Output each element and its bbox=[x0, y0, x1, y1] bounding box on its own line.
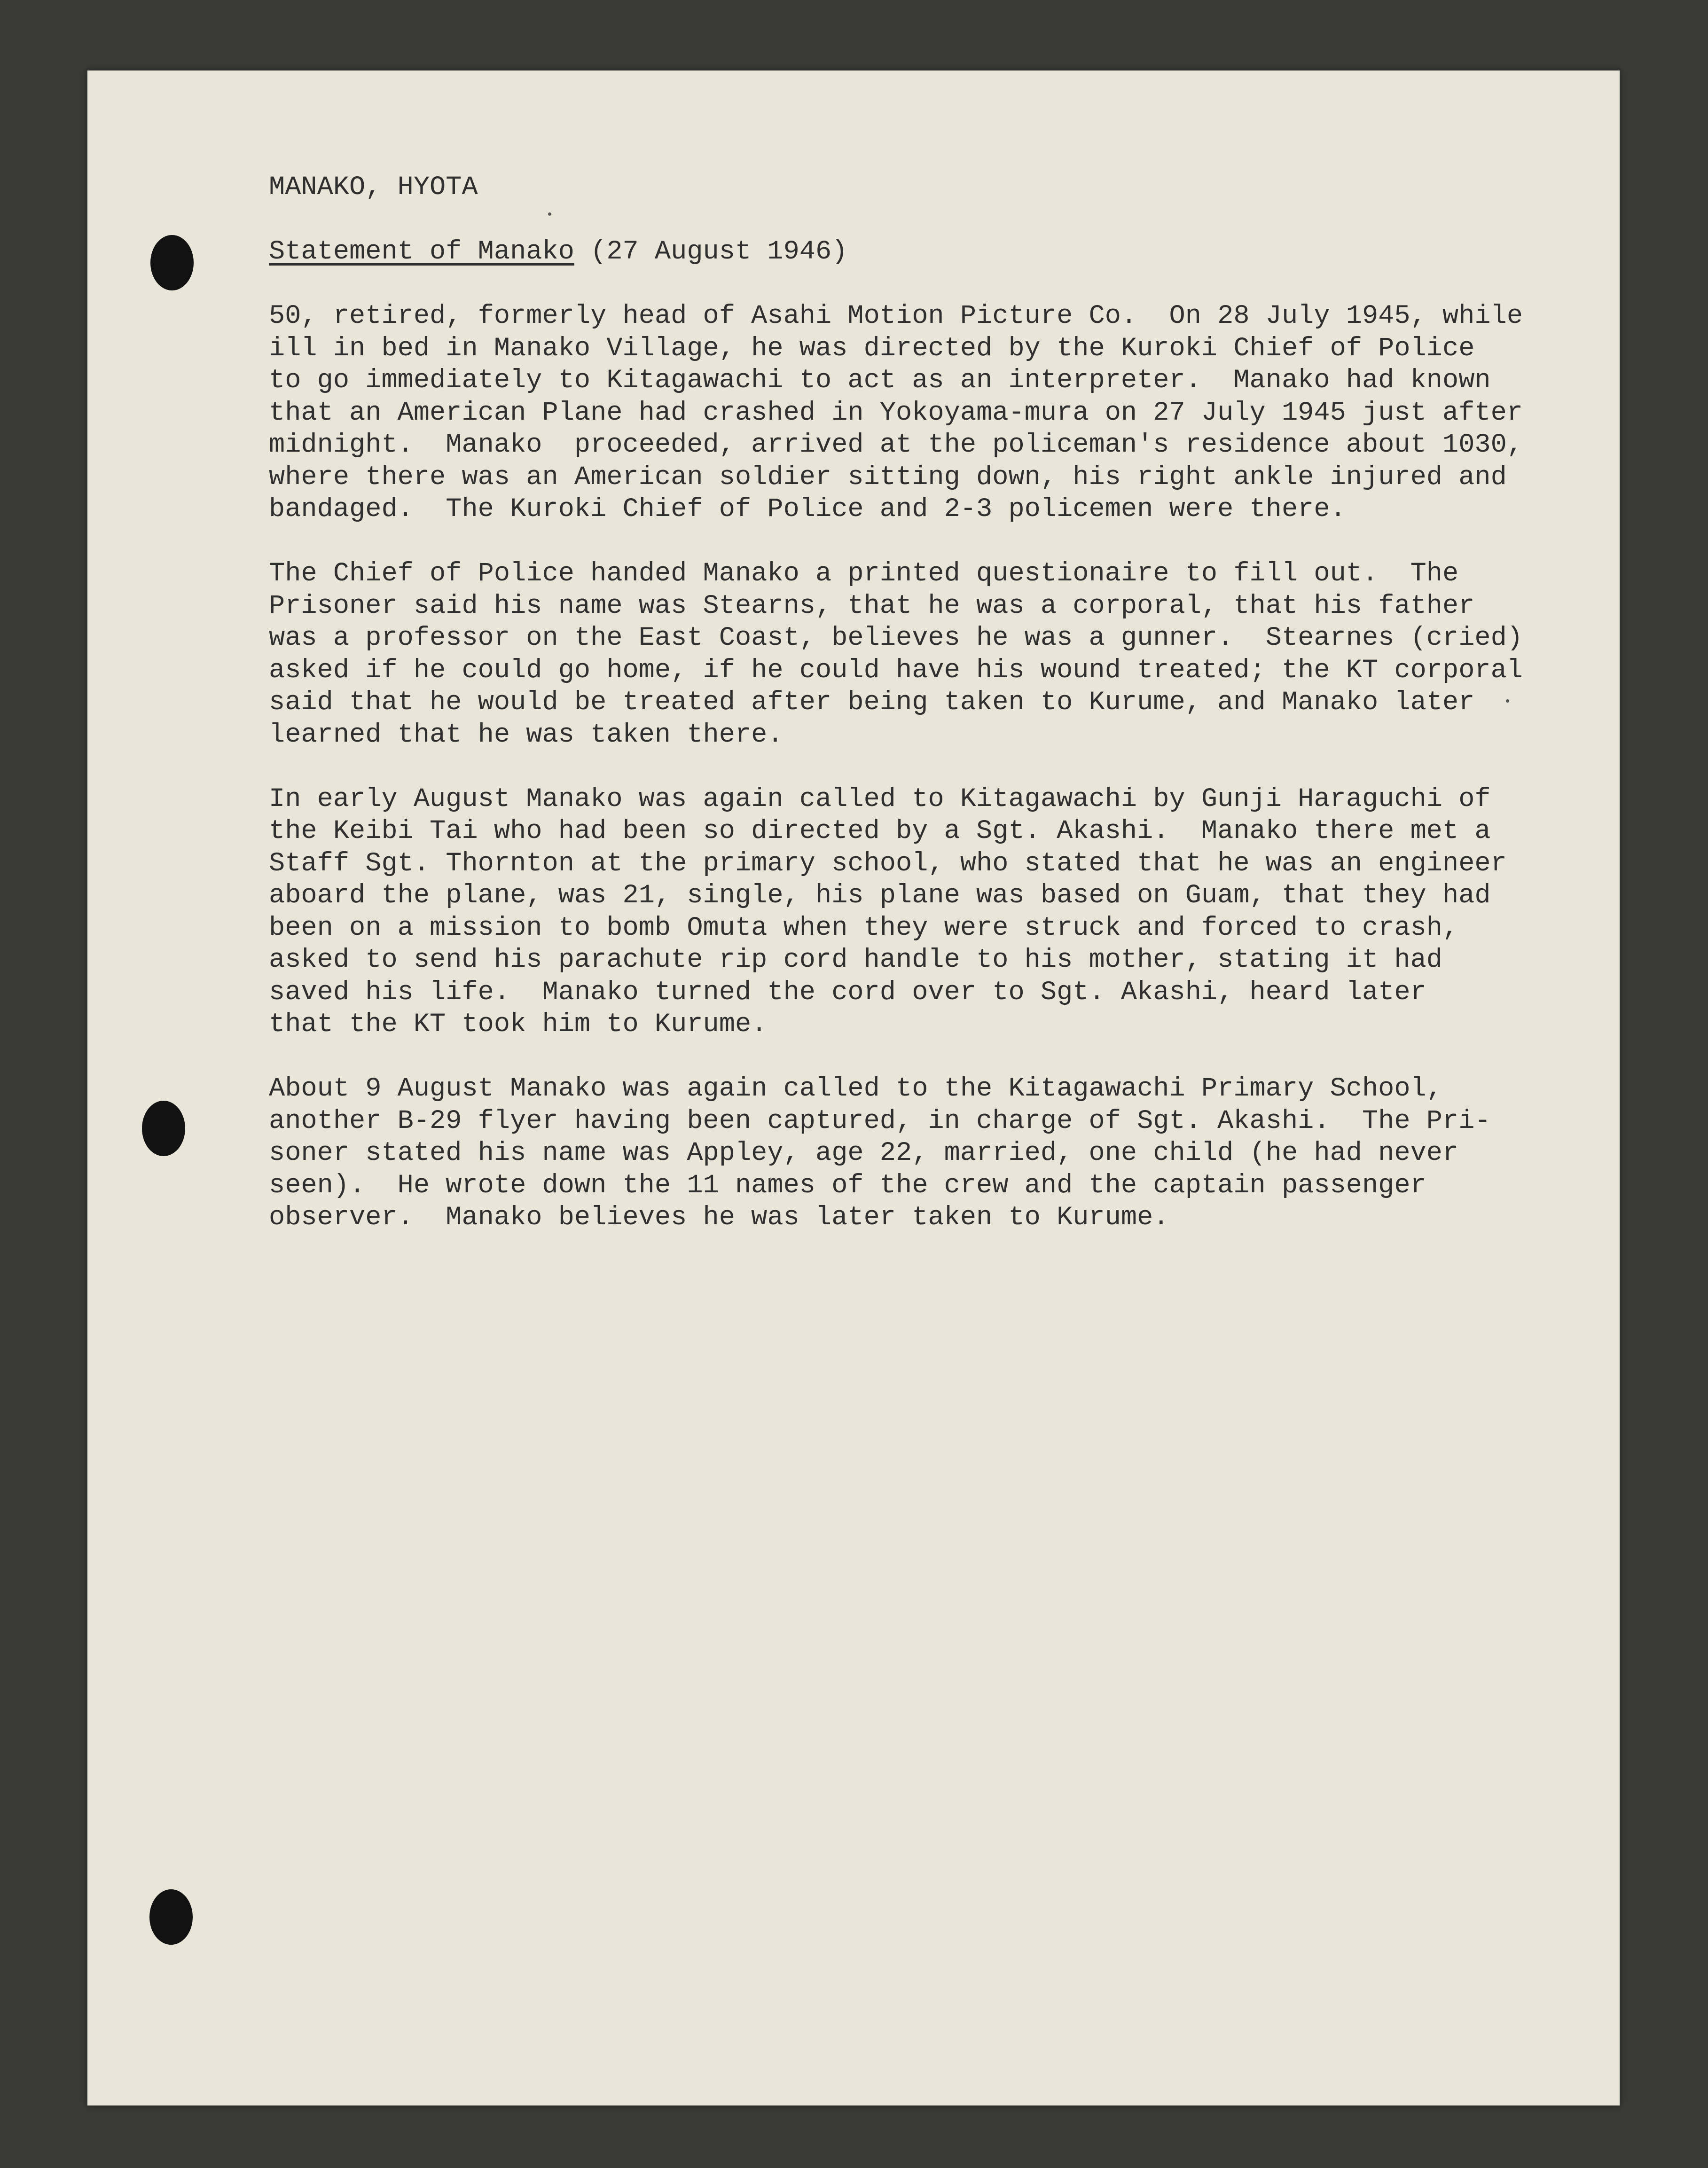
text-line: saved his life. Manako turned the cord over to Sgt. Akashi, heard later bbox=[269, 977, 1426, 1008]
text-line: that an American Plane had crashed in Yokoyama-mura on 27 July 1945 just after bbox=[269, 398, 1523, 428]
text-line: where there was an American soldier sitting down, his right ankle injured and bbox=[269, 462, 1507, 493]
text-line: midnight. Manako proceeded, arrived at the policeman's residence about 1030, bbox=[269, 430, 1523, 460]
text-line: asked to send his parachute rip cord handle to his mother, stating it had bbox=[269, 945, 1443, 975]
paragraph-3 bbox=[269, 783, 1613, 1041]
text-line: learned that he was taken there. bbox=[269, 720, 783, 750]
statement-date: (27 August 1946) bbox=[574, 237, 848, 267]
text-line: In early August Manako was again called to Kitagawachi by Gunji Haraguchi of bbox=[269, 784, 1491, 814]
paragraph-4 bbox=[269, 1073, 1613, 1234]
text-line: observer. Manako believes he was later taken to Kurume. bbox=[269, 1203, 1169, 1233]
text-line: Prisoner said his name was Stearns, that he was a corporal, that his father bbox=[269, 591, 1475, 621]
text-line: been on a mission to bomb Omuta when they were struck and forced to crash, bbox=[269, 913, 1459, 943]
text-line: soner stated his name was Appley, age 22, married, one child (he had never bbox=[269, 1138, 1459, 1168]
text-line: 50, retired, formerly head of Asahi Motion Picture Co. On 28 July 1945, while bbox=[269, 301, 1523, 331]
statement-title bbox=[269, 236, 1613, 268]
punch-hole bbox=[142, 1101, 185, 1156]
text-line: another B-29 flyer having been captured, in charge of Sgt. Akashi. The Pri- bbox=[269, 1106, 1491, 1136]
text-line: aboard the plane, was 21, single, his plane was based on Guam, that they had bbox=[269, 881, 1491, 911]
punch-hole bbox=[149, 1889, 193, 1945]
text-line: bandaged. The Kuroki Chief of Police and 2-3 policemen were there. bbox=[269, 494, 1346, 524]
paragraph-1 bbox=[269, 300, 1613, 526]
paragraph-2 bbox=[269, 558, 1613, 751]
text-line: Staff Sgt. Thornton at the primary school, who stated that he was an engineer bbox=[269, 848, 1507, 879]
statement-heading: Statement of Manako bbox=[269, 237, 574, 267]
text-line: asked if he could go home, if he could have his wound treated; the KT corporal bbox=[269, 655, 1523, 686]
text-line: seen). He wrote down the 11 names of the crew and the captain passenger bbox=[269, 1170, 1426, 1201]
text-line: that the KT took him to Kurume. bbox=[269, 1010, 768, 1040]
text-line: ill in bed in Manako Village, he was directed by the Kuroki Chief of Police bbox=[269, 333, 1475, 364]
punch-hole bbox=[150, 235, 194, 290]
text-line: was a professor on the East Coast, believes he was a gunner. Stearnes (cried) bbox=[269, 623, 1523, 653]
text-line: to go immediately to Kitagawachi to act as an interpreter. Manako had known bbox=[269, 366, 1491, 396]
text-line: The Chief of Police handed Manako a printed questionaire to fill out. The bbox=[269, 559, 1459, 589]
text-line: the Keibi Tai who had been so directed by a Sgt. Akashi. Manako there met a bbox=[269, 816, 1491, 846]
document-page bbox=[87, 70, 1620, 2105]
document-body bbox=[269, 172, 1613, 1234]
name-line: MANAKO, HYOTA bbox=[269, 172, 478, 203]
text-line: About 9 August Manako was again called to the Kitagawachi Primary School, bbox=[269, 1074, 1443, 1104]
text-line: said that he would be treated after being taken to Kurume, and Manako later bbox=[269, 688, 1475, 718]
